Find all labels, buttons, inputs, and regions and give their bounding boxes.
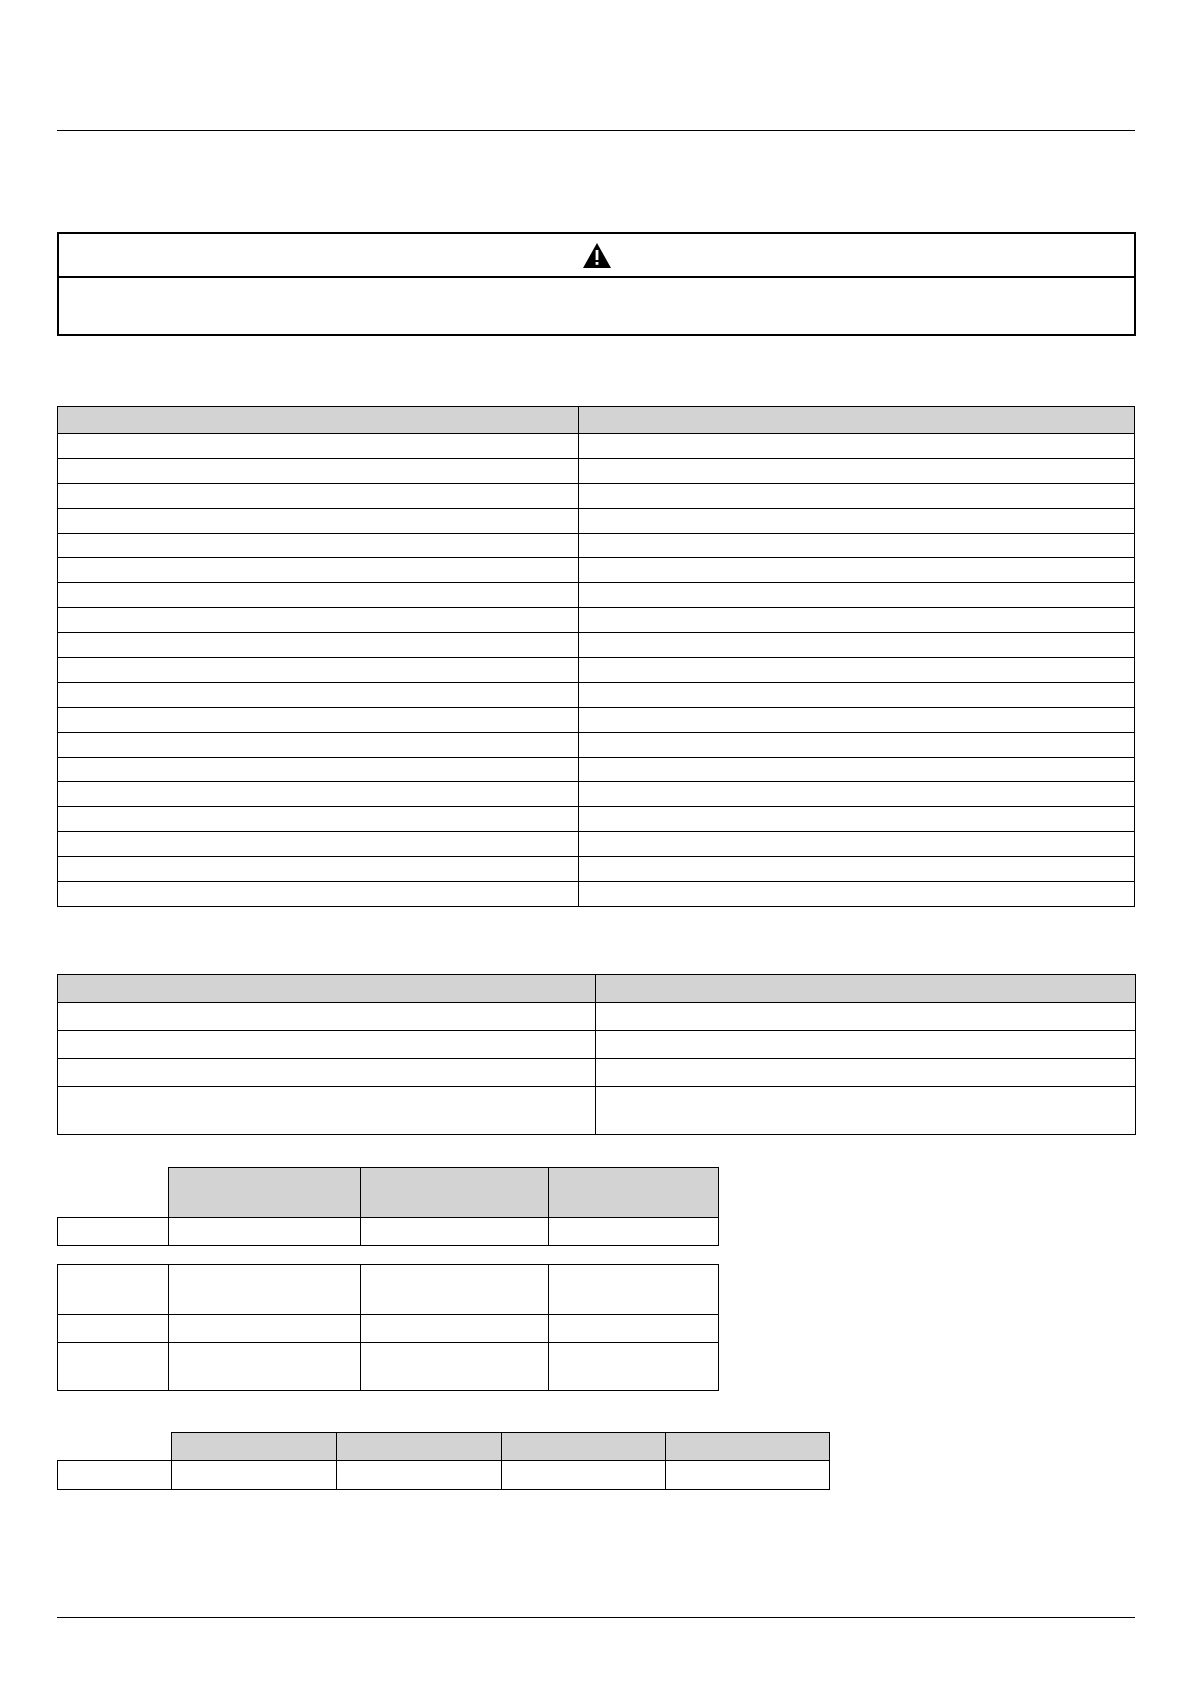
table-cell — [169, 1218, 361, 1246]
table-row — [58, 882, 1135, 907]
table-row — [58, 832, 1135, 857]
table-cell — [172, 1461, 337, 1490]
table-cell — [58, 1218, 169, 1246]
table-cell — [502, 1461, 666, 1490]
table-row — [58, 558, 1135, 583]
table-cell — [58, 658, 579, 683]
table-row — [58, 1343, 719, 1391]
table-cell — [596, 1031, 1136, 1059]
table-row — [58, 633, 1135, 658]
table-cell — [337, 1461, 502, 1490]
table-cell — [579, 782, 1135, 807]
table-cell — [58, 857, 579, 882]
table-cell — [58, 882, 579, 907]
table-cell — [666, 1461, 830, 1490]
table-cell — [579, 682, 1135, 707]
table-row — [58, 608, 1135, 633]
table-cell — [579, 458, 1135, 483]
table-cell — [579, 757, 1135, 782]
table-row — [58, 483, 1135, 508]
table-row — [58, 857, 1135, 882]
table-cell — [361, 1218, 549, 1246]
spec-table-2 — [57, 974, 1136, 1135]
table-cell — [58, 458, 579, 483]
table-row — [58, 508, 1135, 533]
table-cell — [579, 857, 1135, 882]
spec-table-1 — [57, 406, 1135, 907]
table-cell — [58, 832, 579, 857]
table-cell — [579, 608, 1135, 633]
warning-body-text — [59, 278, 1134, 306]
table-cell — [579, 658, 1135, 683]
table-header-cell — [502, 1433, 666, 1461]
table-corner-cell — [58, 1433, 172, 1461]
table-row — [58, 757, 1135, 782]
table-cell — [58, 434, 579, 459]
table-cell — [58, 483, 579, 508]
table-cell — [361, 1265, 549, 1315]
table-cell — [169, 1315, 361, 1343]
table-row — [58, 458, 1135, 483]
table-cell — [58, 782, 579, 807]
table-cell — [58, 533, 579, 558]
table-row — [58, 1315, 719, 1343]
table-header-cell — [579, 407, 1135, 434]
table-cell — [58, 1003, 596, 1031]
warning-box — [57, 232, 1136, 336]
table-cell — [549, 1315, 719, 1343]
table-row — [58, 1461, 830, 1490]
table-cell — [596, 1003, 1136, 1031]
table-cell — [169, 1265, 361, 1315]
table-cell — [58, 1461, 172, 1490]
table-cell — [58, 508, 579, 533]
table-cell — [579, 832, 1135, 857]
table-cell — [58, 583, 579, 608]
table-cell — [579, 533, 1135, 558]
table-row — [58, 533, 1135, 558]
header-rule — [57, 130, 1135, 131]
table-row — [58, 732, 1135, 757]
table-row — [58, 1059, 1136, 1087]
table-cell — [549, 1218, 719, 1246]
table-header-cell — [58, 975, 596, 1003]
table-cell — [58, 682, 579, 707]
spec-table-5 — [57, 1432, 830, 1490]
table-cell — [579, 434, 1135, 459]
table-cell — [361, 1315, 549, 1343]
spec-table-3 — [57, 1167, 719, 1246]
table-cell — [58, 757, 579, 782]
table-cell — [58, 1087, 596, 1135]
table-row — [58, 658, 1135, 683]
table-cell — [169, 1343, 361, 1391]
table-cell — [549, 1265, 719, 1315]
warning-triangle-icon — [582, 242, 612, 269]
table-cell — [58, 1343, 169, 1391]
table-cell — [58, 707, 579, 732]
table-row — [58, 807, 1135, 832]
table-cell — [58, 558, 579, 583]
table-header-cell — [337, 1433, 502, 1461]
table-cell — [549, 1343, 719, 1391]
table-header-cell — [549, 1168, 719, 1218]
table-cell — [579, 508, 1135, 533]
table-header-cell — [666, 1433, 830, 1461]
table-cell — [58, 1031, 596, 1059]
table-cell — [596, 1059, 1136, 1087]
warning-header — [59, 234, 1134, 278]
table-cell — [579, 483, 1135, 508]
table-row — [58, 434, 1135, 459]
table-row — [58, 1218, 719, 1246]
table-row — [58, 1087, 1136, 1135]
table-cell — [58, 1059, 596, 1087]
table-cell — [579, 558, 1135, 583]
table-row — [58, 682, 1135, 707]
table-cell — [58, 807, 579, 832]
table-cell — [596, 1087, 1136, 1135]
table-cell — [579, 583, 1135, 608]
table-cell — [579, 707, 1135, 732]
table-row — [58, 1265, 719, 1315]
table-header-cell — [361, 1168, 549, 1218]
table-header-cell — [58, 407, 579, 434]
table-row — [58, 1031, 1136, 1059]
table-row — [58, 782, 1135, 807]
table-header-cell — [172, 1433, 337, 1461]
table-row — [58, 707, 1135, 732]
table-cell — [58, 1315, 169, 1343]
spec-table-4 — [57, 1264, 719, 1391]
table-cell — [361, 1343, 549, 1391]
table-corner-cell — [58, 1168, 169, 1218]
table-cell — [58, 1265, 169, 1315]
table-cell — [579, 807, 1135, 832]
table-cell — [58, 608, 579, 633]
table-row — [58, 1003, 1136, 1031]
table-cell — [58, 633, 579, 658]
table-cell — [579, 633, 1135, 658]
table-header-cell — [169, 1168, 361, 1218]
table-cell — [58, 732, 579, 757]
table-cell — [579, 732, 1135, 757]
table-cell — [579, 882, 1135, 907]
footer-rule — [57, 1617, 1135, 1618]
table-header-cell — [596, 975, 1136, 1003]
table-row — [58, 583, 1135, 608]
